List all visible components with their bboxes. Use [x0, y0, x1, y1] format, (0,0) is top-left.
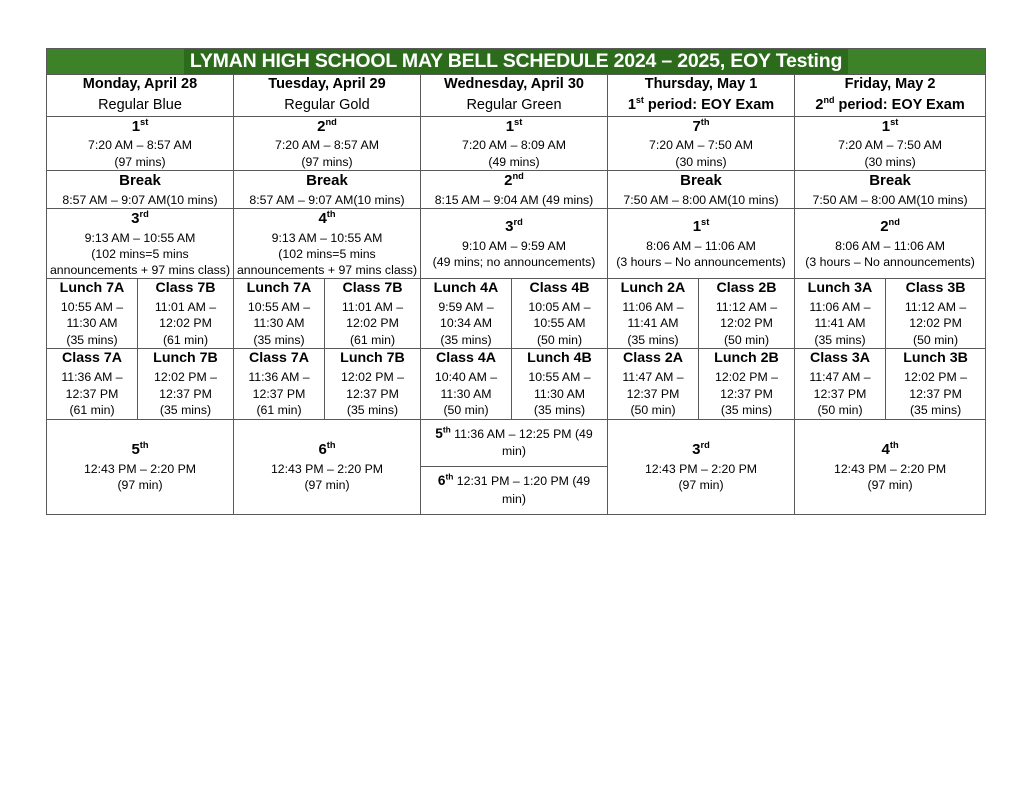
period-duration: (97 mins) [114, 154, 166, 169]
lunch-time-end: 11:41 AM [814, 316, 866, 331]
lunch-time-end: 12:02 PM [346, 316, 399, 331]
day-subtitle: Regular Blue [98, 96, 182, 113]
period-note: (3 hours – No announcements) [616, 254, 786, 269]
lunch-time-end: 12:02 PM [909, 316, 962, 331]
period-label: 3rd [505, 216, 523, 235]
break-label: Break [306, 171, 348, 189]
lunch-duration: (35 mins) [627, 332, 679, 347]
day-header-friday [795, 75, 986, 116]
period-duration: (97 min) [304, 478, 350, 493]
class-cell-tue-b [325, 349, 421, 419]
class-label: Class 7A [249, 350, 309, 367]
class-duration: (50 min) [817, 403, 863, 418]
period-time: 12:43 PM – 2:20 PM [644, 461, 758, 476]
lunch-time-start: 10:55 AM – [60, 299, 124, 314]
lunch-time-start: 11:01 AM – [341, 299, 404, 314]
lunch-label: Class 2B [716, 280, 777, 297]
lunch-time-start: 9:59 AM – [438, 299, 494, 314]
lunch-duration: (50 min) [913, 332, 959, 347]
period-row-1 [47, 116, 986, 170]
class-time-start: 10:40 AM – [434, 370, 498, 385]
class-label: Class 4A [436, 350, 496, 367]
period-note: (49 mins; no announcements) [432, 254, 596, 269]
break-time: 8:57 AM – 9:07 AM(10 mins) [249, 192, 405, 207]
class-label: Lunch 7B [340, 350, 405, 367]
break-cell-thu [608, 170, 795, 208]
class-cell-fri-b [886, 349, 986, 419]
day-header-tuesday [234, 75, 421, 116]
class-time-start: 11:36 AM – [61, 370, 123, 385]
class-time-end: 12:37 PM [626, 386, 680, 401]
period-row-3 [47, 208, 986, 278]
class-duration: (61 min) [256, 403, 302, 418]
lunch-duration: (35 mins) [66, 332, 118, 347]
class-cell-mon-a [47, 349, 138, 419]
day-name: Thursday, May 1 [644, 76, 758, 93]
break-cell-tue [234, 170, 421, 208]
period-note: (3 hours – No announcements) [805, 254, 975, 269]
period-label: 5th [435, 424, 451, 441]
class-label: Class 2A [623, 350, 683, 367]
break-time: 7:50 AM – 8:00 AM(10 mins) [812, 192, 968, 207]
day-name: Wednesday, April 30 [444, 76, 584, 93]
class-time-start: 12:02 PM – [904, 370, 967, 385]
class-cell-tue-a [234, 349, 325, 419]
period-label: 7th [692, 116, 710, 135]
class-time-start: 11:47 AM – [809, 370, 871, 385]
period-cell-wed-3 [421, 208, 608, 278]
lunch-time-start: 11:06 AM – [809, 299, 871, 314]
lunch-time-end: 12:02 PM [159, 316, 212, 331]
period-time: 9:10 AM – 9:59 AM [462, 238, 566, 253]
period-label: 4th [881, 440, 899, 459]
period-cell-fri-3 [795, 208, 986, 278]
class-duration: (35 mins) [346, 403, 399, 418]
lunch-cell-thu-a [608, 279, 699, 349]
class-label: Lunch 2B [714, 350, 779, 367]
day-name: Tuesday, April 29 [268, 76, 386, 93]
period-label: 3rd [131, 208, 149, 227]
lunch-label: Lunch 7A [59, 280, 125, 297]
period-time: 7:20 AM – 7:50 AM [838, 138, 943, 153]
class-cell-wed-b [512, 349, 608, 419]
period-duration: (97 min) [867, 478, 913, 493]
lunch-time-start: 10:05 AM – [528, 299, 591, 314]
period-label: 5th [131, 440, 149, 459]
class-duration: (35 mins) [720, 403, 773, 418]
class-time-start: 12:02 PM – [341, 370, 404, 385]
period-time: 7:20 AM – 8:57 AM [88, 138, 192, 153]
period-cell-thu-3b [608, 419, 795, 514]
lunch-duration: (35 mins) [440, 332, 492, 347]
period-time: 12:31 PM – 1:20 PM (49 min) [453, 474, 591, 506]
lunch-time-end: 11:41 AM [627, 316, 679, 331]
period-time: 7:20 AM – 8:09 AM [462, 138, 566, 153]
lunch-cell-mon-a [47, 279, 138, 349]
lunch-time-start: 11:01 AM – [154, 299, 217, 314]
class-time-start: 12:02 PM – [715, 370, 778, 385]
period-time: 9:13 AM – 10:55 AM [271, 230, 383, 245]
class-time-start: 11:47 AM – [622, 370, 684, 385]
period-subcell-wed-5 [421, 420, 607, 468]
lunch-time-end: 10:55 AM [533, 316, 586, 331]
day-header-row [47, 75, 986, 116]
period-duration: (97 min) [117, 478, 163, 493]
period-label: 3rd [692, 440, 710, 459]
period-label: 6th [437, 471, 454, 489]
day-header-monday [47, 75, 234, 116]
break-label: Break [869, 171, 911, 189]
lunch-time-end: 12:02 PM [720, 316, 773, 331]
class-cell-thu-b [699, 349, 795, 419]
period-cell-thu-3 [608, 208, 795, 278]
class-duration: (50 min) [630, 403, 676, 418]
period-time: 12:43 PM – 2:20 PM [270, 461, 384, 476]
class-time-end: 12:37 PM [252, 386, 306, 401]
period-duration: (49 mins) [488, 154, 540, 169]
period-time: 9:13 AM – 10:55 AM [84, 230, 196, 245]
day-subtitle: 2nd period: EOY Exam [815, 95, 965, 113]
lunch-time-start: 11:06 AM – [622, 299, 684, 314]
period-cell-wed-1 [421, 116, 608, 170]
lunch-time-end: 11:30 AM [66, 316, 118, 331]
class-cell-thu-a [608, 349, 699, 419]
class-duration: (61 min) [69, 403, 115, 418]
period-duration: (97 min) [678, 478, 724, 493]
class-duration: (35 mins) [533, 403, 586, 418]
period-cell-tue-3 [234, 208, 421, 278]
lunch-cell-tue-a [234, 279, 325, 349]
period-time: 12:43 PM – 2:20 PM [83, 461, 197, 476]
day-subtitle: Regular Green [466, 96, 562, 113]
period-duration: (97 mins) [301, 154, 353, 169]
lunch-label: Lunch 3A [807, 280, 873, 297]
period-cell-fri-4 [795, 419, 986, 514]
break-time: 7:50 AM – 8:00 AM(10 mins) [623, 192, 779, 207]
period-label: 1st [505, 116, 523, 135]
period-cell-fri-1 [795, 116, 986, 170]
period-label: 2nd [317, 116, 337, 135]
lunch-duration: (50 min) [723, 332, 770, 347]
day-header-thursday [608, 75, 795, 116]
period-cell-wed-2 [421, 170, 608, 208]
class-time-end: 12:37 PM [720, 386, 773, 401]
class-cell-fri-a [795, 349, 886, 419]
lunch-label: Lunch 4A [433, 280, 499, 297]
period-time: 12:43 PM – 2:20 PM [834, 461, 947, 476]
day-subtitle: Regular Gold [284, 96, 370, 113]
period-cell-mon-5 [47, 419, 234, 514]
break-row [47, 170, 986, 208]
lunch-label: Class 7B [342, 280, 403, 297]
lunch-label: Lunch 2A [620, 280, 686, 297]
period-label: 2nd [880, 216, 900, 235]
day-header-wednesday [421, 75, 608, 116]
class-cell-wed-a [421, 349, 512, 419]
break-label: Break [680, 171, 722, 189]
class-cell-mon-b [138, 349, 234, 419]
lunch-cell-wed-a [421, 279, 512, 349]
day-subtitle: 1st period: EOY Exam [627, 95, 775, 113]
period-subcell-wed-6 [421, 467, 607, 514]
lunch-duration: (35 mins) [253, 332, 305, 347]
lunch-duration: (50 min) [536, 332, 583, 347]
break-time: 8:57 AM – 9:07 AM(10 mins) [62, 192, 218, 207]
class-duration: (35 mins) [159, 403, 212, 418]
lunch-cell-thu-b [699, 279, 795, 349]
period-label: 4th [318, 208, 336, 227]
period-note: (102 mins=5 mins announcements + 97 mins class) [49, 246, 231, 278]
lunch-cell-tue-b [325, 279, 421, 349]
class-label: Lunch 7B [153, 350, 218, 367]
period-note: (102 mins=5 mins announcements + 97 mins class) [236, 246, 418, 278]
period-cell-tue-6 [234, 419, 421, 514]
class-time-end: 12:37 PM [65, 386, 119, 401]
lunch-duration: (61 min) [162, 332, 209, 347]
period-time: 7:20 AM – 7:50 AM [649, 138, 753, 153]
period-time: 8:06 AM – 11:06 AM [646, 238, 756, 253]
period-cell-mon-1 [47, 116, 234, 170]
period-time: 8:06 AM – 11:06 AM [835, 238, 945, 253]
period-row-6 [47, 419, 986, 514]
class-time-start: 11:36 AM – [248, 370, 310, 385]
class-time-start: 10:55 AM – [528, 370, 591, 385]
period-time: 11:36 AM – 12:25 PM (49 min) [450, 426, 593, 459]
period-label: 1st [692, 216, 710, 235]
class-duration: (50 min) [443, 403, 489, 418]
period-label: 1st [131, 116, 149, 135]
lunch-row-2 [47, 349, 986, 419]
lunch-time-start: 11:12 AM – [904, 299, 967, 314]
period-duration: (30 mins) [864, 154, 916, 169]
lunch-cell-fri-a [795, 279, 886, 349]
class-label: Class 7A [62, 350, 122, 367]
lunch-duration: (61 min) [349, 332, 396, 347]
page-title: LYMAN HIGH SCHOOL MAY BELL SCHEDULE 2024 – 2025, EOY Testing [184, 49, 848, 74]
class-time-end: 12:37 PM [159, 386, 212, 401]
lunch-cell-mon-b [138, 279, 234, 349]
lunch-time-end: 10:34 AM [440, 316, 492, 331]
class-label: Lunch 4B [527, 350, 592, 367]
class-time-end: 12:37 PM [346, 386, 399, 401]
period-cell-tue-1 [234, 116, 421, 170]
lunch-duration: (35 mins) [814, 332, 866, 347]
lunch-time-end: 11:30 AM [253, 316, 305, 331]
lunch-row-1 [47, 279, 986, 349]
period-time: 8:15 AM – 9:04 AM (49 mins) [434, 192, 594, 207]
lunch-cell-wed-b [512, 279, 608, 349]
document-title-cell [47, 49, 986, 75]
class-time-start: 12:02 PM – [154, 370, 217, 385]
lunch-label: Lunch 7A [246, 280, 312, 297]
lunch-label: Class 4B [529, 280, 590, 297]
period-label: 6th [318, 440, 336, 459]
period-time: 7:20 AM – 8:57 AM [275, 138, 379, 153]
class-time-end: 11:30 AM [440, 386, 492, 401]
day-name: Monday, April 28 [82, 76, 198, 93]
class-label: Lunch 3B [903, 350, 968, 367]
bell-schedule-sheet [46, 48, 985, 515]
bell-schedule-table [46, 48, 986, 515]
period-duration: (30 mins) [675, 154, 727, 169]
lunch-label: Class 3B [905, 280, 966, 297]
title-row [47, 49, 986, 75]
period-cell-thu-1 [608, 116, 795, 170]
break-cell-fri [795, 170, 986, 208]
class-time-end: 12:37 PM [813, 386, 867, 401]
period-cell-mon-3 [47, 208, 234, 278]
class-time-end: 11:30 AM [533, 386, 586, 401]
break-cell-mon [47, 170, 234, 208]
period-label: 1st [881, 116, 899, 135]
day-name: Friday, May 2 [844, 76, 936, 93]
lunch-time-start: 10:55 AM – [247, 299, 311, 314]
period-label: 2nd [504, 170, 524, 189]
class-duration: (35 mins) [909, 403, 962, 418]
class-time-end: 12:37 PM [909, 386, 962, 401]
period-cell-wed-split [421, 419, 608, 514]
class-label: Class 3A [810, 350, 870, 367]
lunch-label: Class 7B [155, 280, 216, 297]
lunch-time-start: 11:12 AM – [715, 299, 778, 314]
lunch-cell-fri-b [886, 279, 986, 349]
break-label: Break [119, 171, 161, 189]
